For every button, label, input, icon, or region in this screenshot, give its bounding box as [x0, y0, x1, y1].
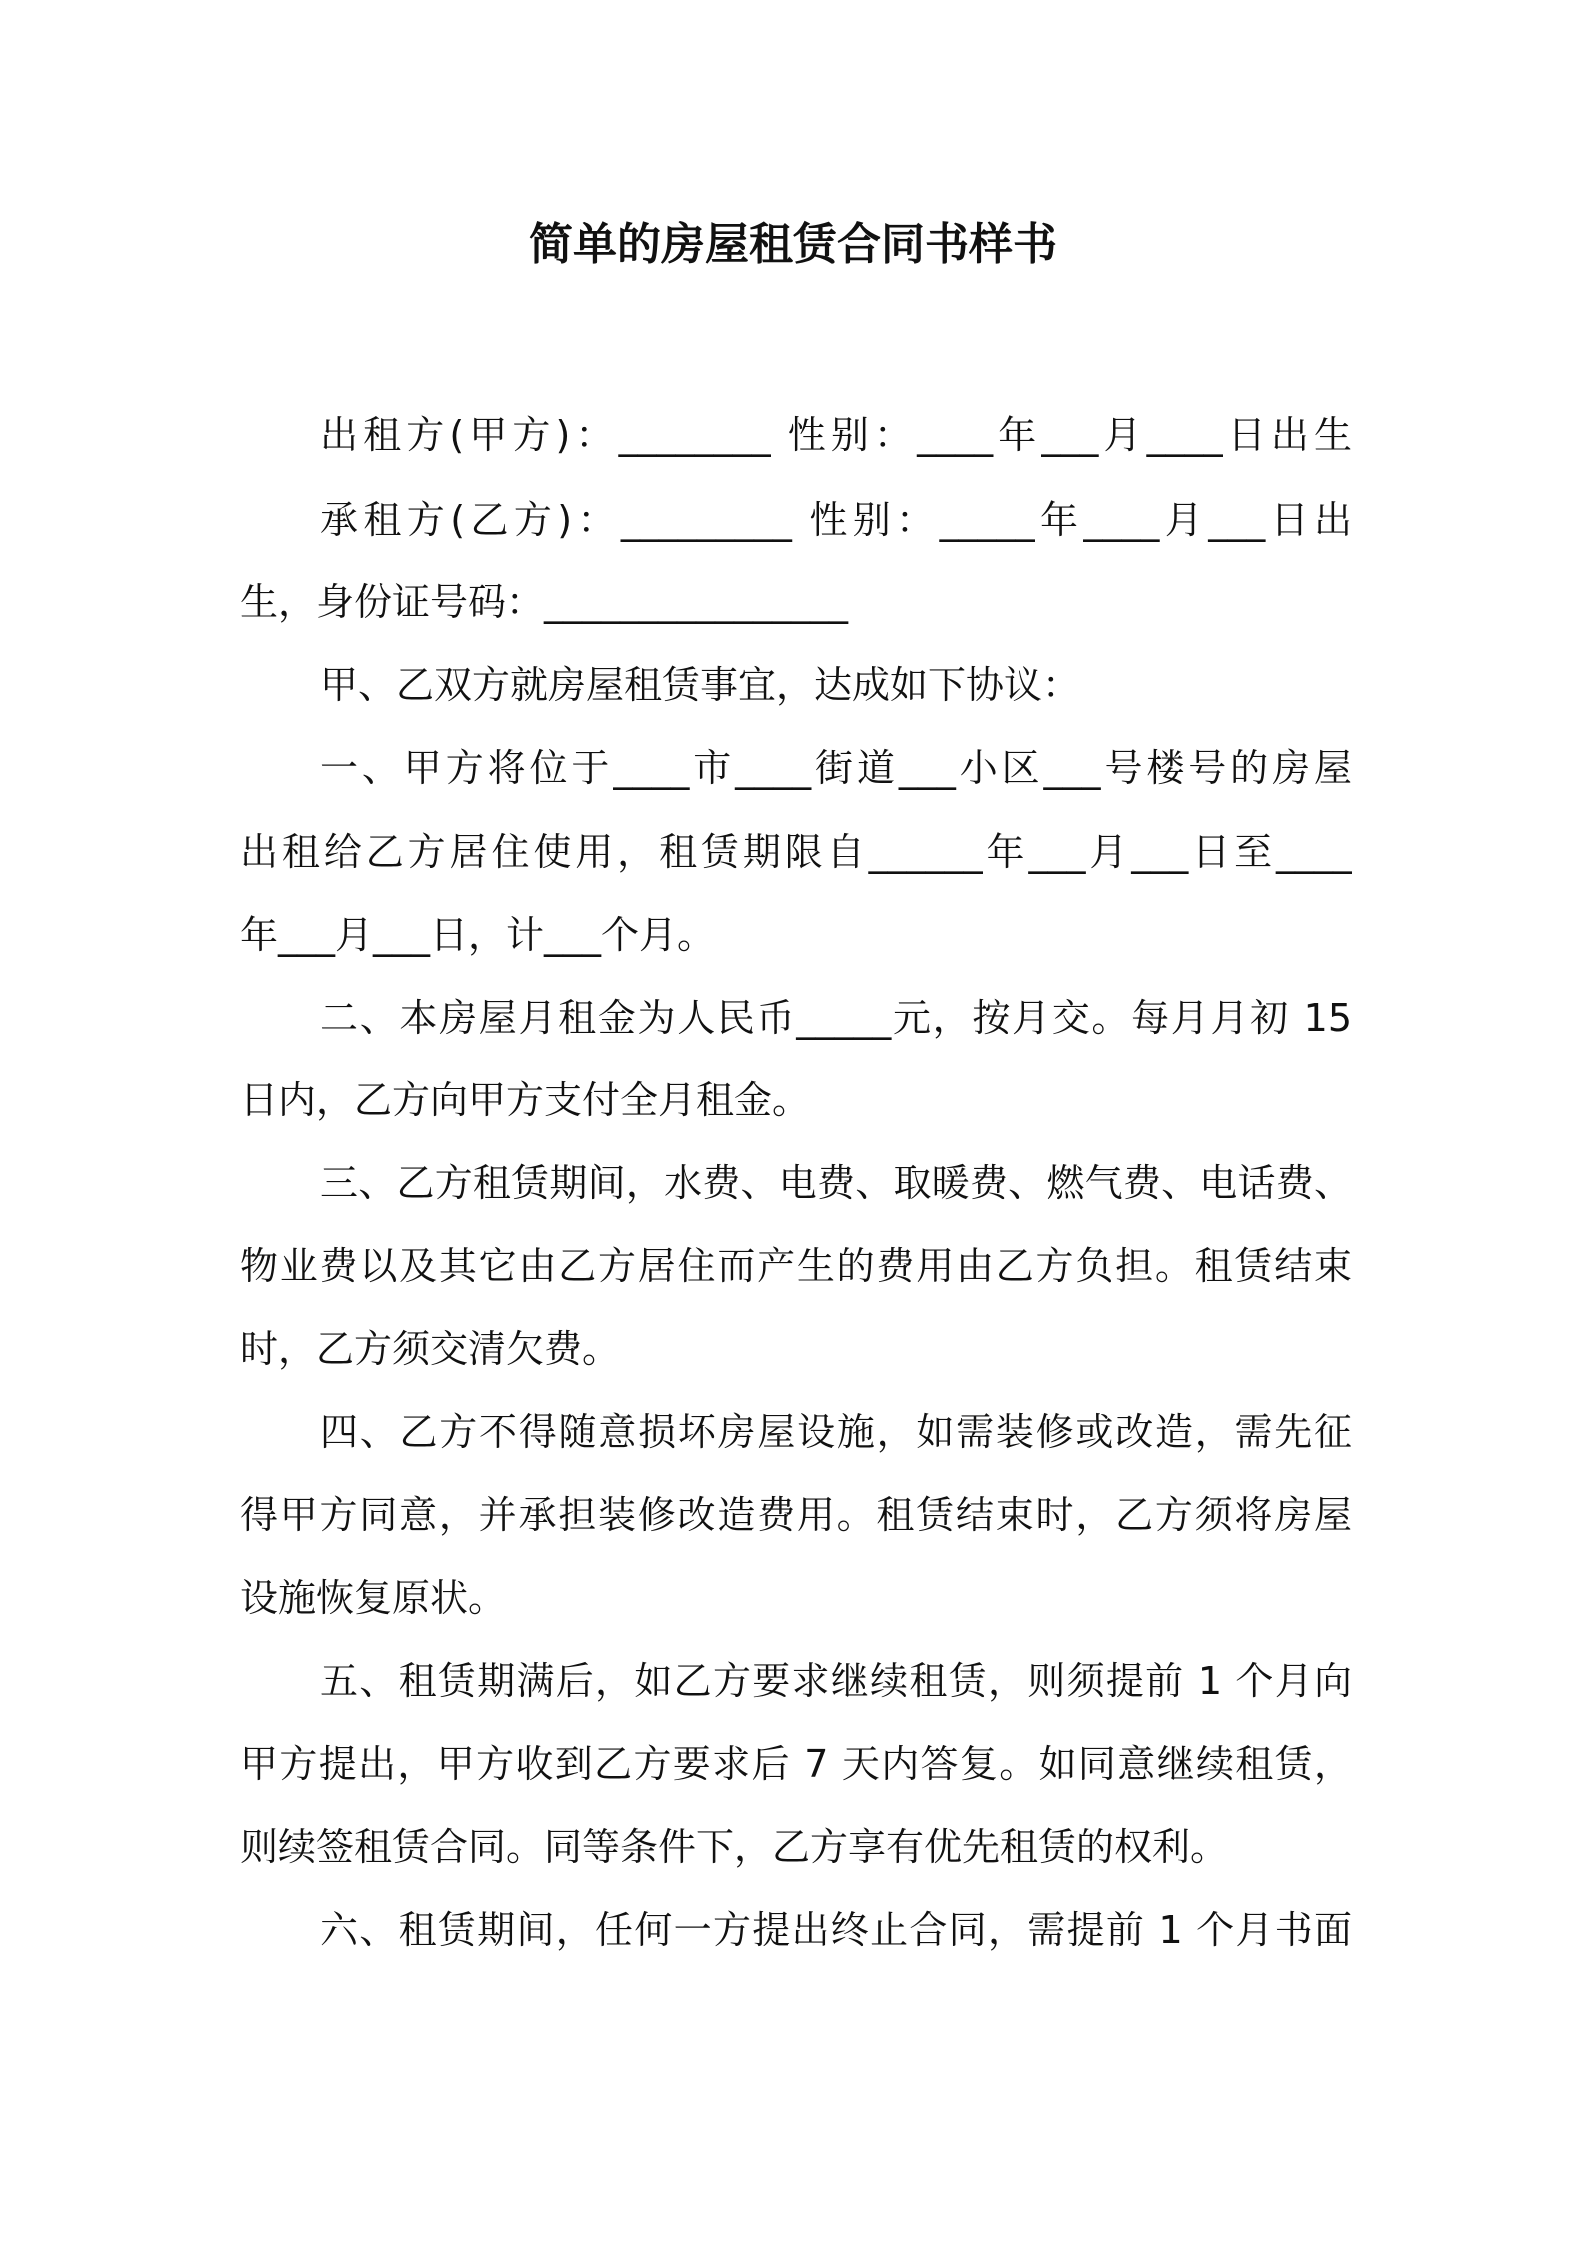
text-line: 三、乙方租赁期间，水费、电费、取暖费、燃气费、电话费、	[320, 1161, 1352, 1205]
text-line: 设施恢复原状。	[240, 1576, 507, 1620]
text-line: 甲方提出，甲方收到乙方要求后 7 天内答复。如同意继续租赁，	[240, 1742, 1352, 1786]
text-line: 得甲方同意，并承担装修改造费用。租赁结束时，乙方须将房屋	[240, 1493, 1352, 1537]
text-line: 承租方(乙方)：_________ 性别：_____年____月___日出	[320, 498, 1352, 542]
text-line: 则续签租赁合同。同等条件下，乙方享有优先租赁的权利。	[240, 1825, 1229, 1869]
text-line: 甲、乙双方就房屋租赁事宜，达成如下协议：	[320, 663, 1081, 707]
text-line: 物业费以及其它由乙方居住而产生的费用由乙方负担。租赁结束	[240, 1244, 1352, 1288]
text-line: 出租给乙方居住使用，租赁期限自______年___月___日至____	[240, 830, 1352, 874]
text-line: 五、租赁期满后，如乙方要求继续租赁，则须提前 1 个月向	[320, 1659, 1352, 1703]
text-line: 一、甲方将位于____市____街道___小区___号楼号的房屋	[320, 746, 1352, 790]
text-line: 年___月___日，计___个月。	[240, 913, 716, 957]
text-line: 出租方(甲方)：________ 性别：____年___月____日出生	[320, 413, 1352, 457]
text-line: 四、乙方不得随意损坏房屋设施，如需装修或改造，需先征	[320, 1410, 1352, 1454]
text-line: 时，乙方须交清欠费。	[240, 1327, 621, 1371]
text-line: 日内，乙方向甲方支付全月租金。	[240, 1078, 811, 1122]
text-line: 生，身份证号码：________________	[240, 580, 849, 624]
document-title: 简单的房屋租赁合同书样书	[529, 219, 1057, 270]
text-line: 六、租赁期间，任何一方提出终止合同，需提前 1 个月书面	[320, 1908, 1352, 1952]
text-line: 二、本房屋月租金为人民币_____元，按月交。每月月初 15	[320, 996, 1352, 1040]
